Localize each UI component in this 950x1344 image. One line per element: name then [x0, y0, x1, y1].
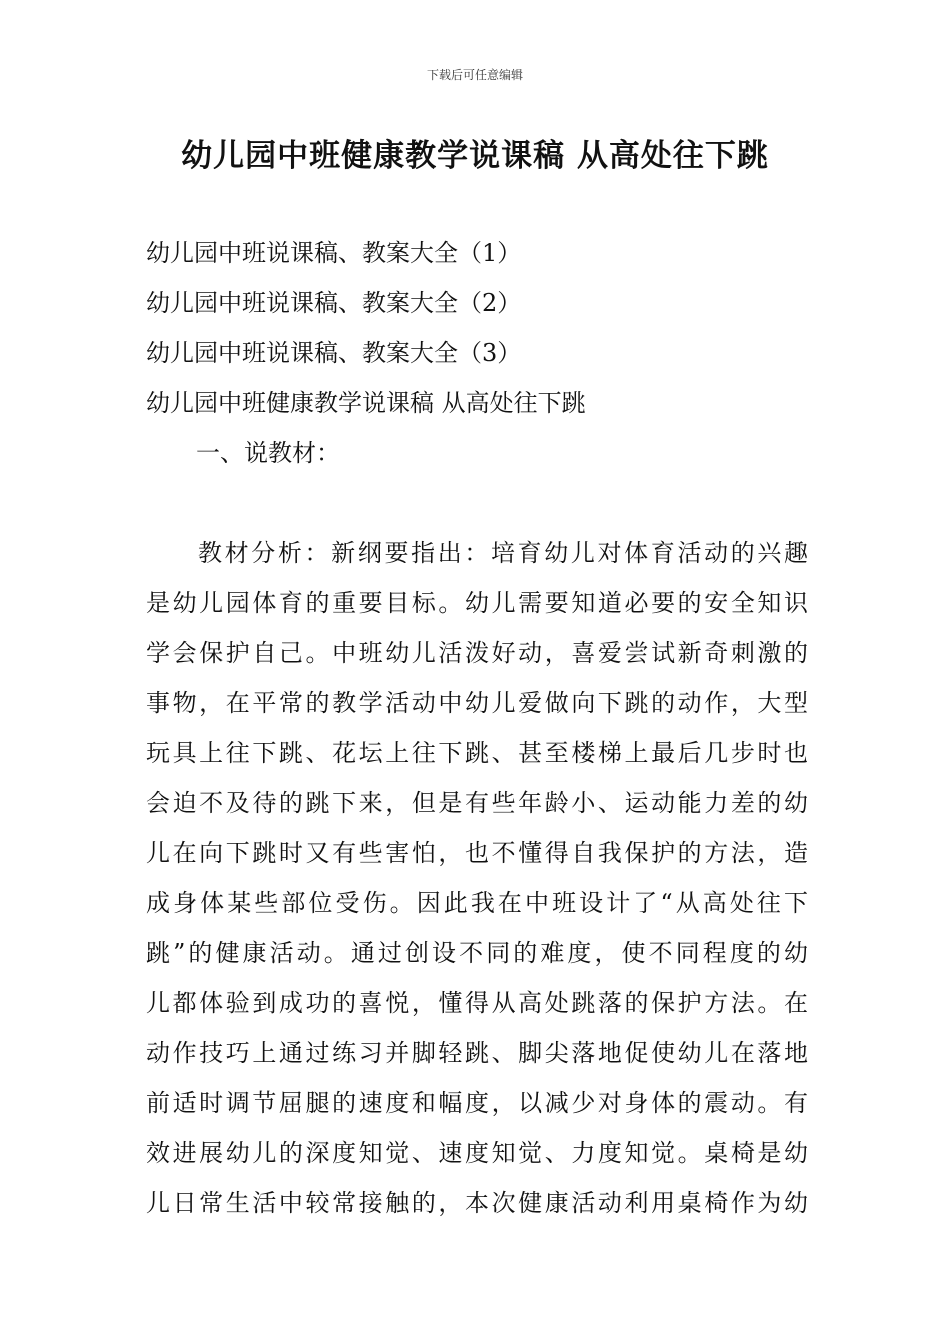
paragraph-line: 儿日常生活中较常接触的，本次健康活动利用桌椅作为幼: [146, 1189, 808, 1217]
paragraph-line: 前适时调节屈腿的速度和幅度，以减少对身体的震动。有: [146, 1089, 808, 1117]
toc-item: 幼儿园中班说课稿、教案大全（3）: [146, 339, 522, 367]
toc-item: 幼儿园中班健康教学说课稿 从高处往下跳: [146, 389, 586, 417]
document-title: 幼儿园中班健康教学说课稿 从高处往下跳: [181, 138, 769, 174]
paragraph-line: 教材分析：新纲要指出：培育幼儿对体育活动的兴趣: [198, 539, 808, 567]
paragraph-line: 会迫不及待的跳下来，但是有些年龄小、运动能力差的幼: [146, 789, 808, 817]
toc-list: [146, 228, 826, 428]
paragraph-line: 儿都体验到成功的喜悦，懂得从高处跳落的保护方法。在: [146, 989, 808, 1017]
paragraph-line: 效进展幼儿的深度知觉、速度知觉、力度知觉。桌椅是幼: [146, 1139, 808, 1167]
body-paragraph: [146, 528, 808, 1228]
toc-item: 幼儿园中班说课稿、教案大全（2）: [146, 289, 522, 317]
paragraph-line: 学会保护自己。中班幼儿活泼好动，喜爱尝试新奇刺激的: [146, 639, 808, 667]
header-note: 下载后可任意编辑: [426, 68, 523, 82]
paragraph-line: 玩具上往下跳、花坛上往下跳、甚至楼梯上最后几步时也: [146, 739, 808, 767]
paragraph-line: 动作技巧上通过练习并脚轻跳、脚尖落地促使幼儿在落地: [146, 1039, 808, 1067]
paragraph-line: 成身体某些部位受伤。因此我在中班设计了“从高处往下: [146, 889, 808, 917]
paragraph-line: 儿在向下跳时又有些害怕，也不懂得自我保护的方法，造: [146, 839, 808, 867]
paragraph-line: 事物，在平常的教学活动中幼儿爱做向下跳的动作，大型: [146, 689, 808, 717]
paragraph-line: 是幼儿园体育的重要目标。幼儿需要知道必要的安全知识: [146, 589, 808, 617]
section-heading: 一、说教材：: [196, 439, 340, 467]
toc-item: 幼儿园中班说课稿、教案大全（1）: [146, 239, 522, 267]
paragraph-line: 跳”的健康活动。通过创设不同的难度，使不同程度的幼: [146, 939, 808, 967]
